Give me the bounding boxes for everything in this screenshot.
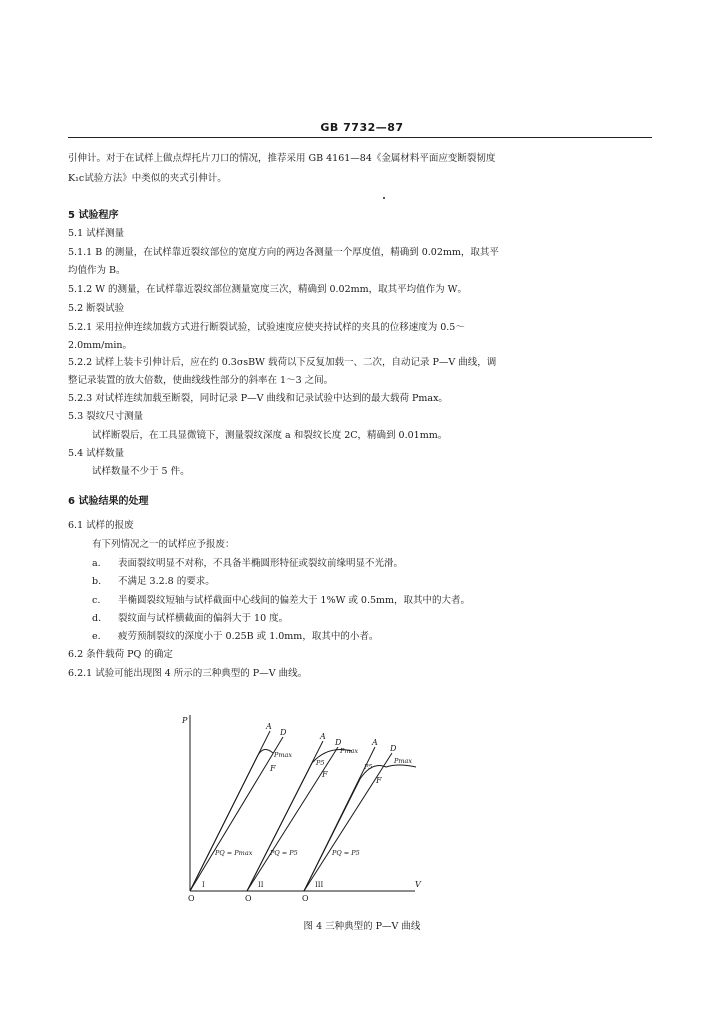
list-item-d: 裂纹面与试样横截面的偏斜大于 10 度。	[118, 613, 289, 624]
clause-5-2-1-line-1: 5.2.1 采用拉伸连续加载方式进行断裂试验，试验速度应使夹持试样的夹具的位移速度为 0.5～	[68, 322, 465, 333]
clause-5-1-1-line-2: 均值作为 B。	[68, 265, 126, 276]
curve-2-label-f: F	[322, 770, 328, 779]
clause-5-1: 5.1 试样测量	[68, 228, 125, 239]
origin-label-3: O	[302, 894, 309, 903]
list-item-e-mark: e.	[92, 631, 101, 642]
clause-6-1: 6.1 试样的报废	[68, 520, 134, 531]
list-item-d-mark: d.	[92, 613, 102, 624]
figure-4-pv-curves	[170, 705, 430, 905]
clause-5-4-body: 试样数量不少于 5 件。	[92, 466, 190, 477]
list-item-c: 半椭圆裂纹短轴与试样截面中心线间的偏差大于 1%W 或 0.5mm，取其中的大者。	[118, 595, 471, 606]
curve-1-label-a: A	[266, 722, 272, 731]
list-item-e: 疲劳预制裂纹的深度小于 0.25B 或 1.0mm，取其中的小者。	[118, 631, 379, 642]
curve-1-label-d: D	[280, 728, 287, 737]
clause-5-4: 5.4 试样数量	[68, 448, 125, 459]
list-item-c-mark: c.	[92, 595, 101, 606]
curve-3-equation: PQ = P5	[332, 849, 360, 857]
list-item-a-mark: a.	[92, 558, 101, 569]
curve-2-equation: PQ = P5	[270, 849, 298, 857]
curve-2-roman: II	[258, 881, 264, 889]
curve-3-line-d	[304, 753, 392, 891]
curve-2-label-d: D	[335, 738, 342, 747]
body-line-2: K₁c试验方法》中类似的夹式引伸计。	[68, 173, 227, 184]
curve-3-label-a: A	[372, 738, 378, 747]
curve-1-equation: PQ = Pmax	[215, 849, 253, 857]
clause-5-2: 5.2 断裂试验	[68, 303, 125, 314]
curve-1-label-f: F	[270, 764, 276, 773]
origin-label-1: O	[188, 894, 195, 903]
x-axis-label: V	[415, 880, 421, 889]
body-line-1: 引伸计。对于在试样上做点焊托片刀口的情况，推荐采用 GB 4161—84《金属材料平面应变断裂韧度	[68, 153, 496, 164]
clause-5-2-2-line-1: 5.2.2 试样上装卡引伸计后，应在约 0.3σsBW 载荷以下反复加载一、二次，自动记录 P—V 曲线，调	[68, 357, 497, 368]
clause-5-2-3: 5.2.3 对试样连续加载至断裂，同时记录 P—V 曲线和记录试验中达到的最大载荷 Pmax。	[68, 393, 448, 404]
scan-speck	[383, 197, 385, 199]
y-axis-label: P	[182, 716, 188, 725]
clause-5-2-1-line-2: 2.0mm/min。	[68, 340, 132, 351]
list-item-a: 表面裂纹明显不对称，不具备半椭圆形特征或裂纹前缘明显不光滑。	[118, 558, 404, 569]
curve-2-label-p5: P5	[316, 759, 325, 767]
clause-5-3: 5.3 裂纹尺寸测量	[68, 411, 144, 422]
section-6-title: 6 试验结果的处理	[68, 496, 149, 507]
curve-2-label-pmax: Pmax	[340, 747, 359, 755]
curve-3-label-p5: P5	[364, 763, 373, 771]
curve-1-label-pmax: Pmax	[274, 751, 293, 759]
figure-4-caption: 图 4 三种典型的 P—V 曲线	[303, 921, 421, 932]
curve-1-line-d	[190, 737, 283, 891]
curve-3-roman: III	[315, 881, 324, 889]
header-rule	[68, 137, 652, 138]
curve-3-label-pmax: Pmax	[394, 757, 413, 765]
clause-6-2: 6.2 条件载荷 PQ 的确定	[68, 649, 173, 660]
curve-1-roman: I	[202, 881, 205, 889]
curve-3-label-f: F	[376, 776, 382, 785]
section-5-title: 5 试验程序	[68, 210, 119, 221]
clause-6-1-intro: 有下列情况之一的试样应予报废：	[92, 539, 235, 550]
clause-5-1-1-line-1: 5.1.1 B 的测量，在试样靠近裂纹部位的宽度方向的两边各测量一个厚度值，精确到 0.02mm，取其平	[68, 247, 499, 258]
list-item-b: 不满足 3.2.8 的要求。	[118, 576, 215, 587]
curve-3-load-curve	[304, 765, 416, 891]
list-item-b-mark: b.	[92, 576, 102, 587]
clause-6-2-1: 6.2.1 试验可能出现图 4 所示的三种典型的 P—V 曲线。	[68, 668, 308, 679]
standard-code-header: GB 7732—87	[320, 121, 404, 134]
clause-5-3-body: 试样断裂后，在工具显微镜下，测量裂纹深度 a 和裂纹长度 2C，精确到 0.01mm。	[92, 430, 448, 441]
clause-5-1-2: 5.1.2 W 的测量，在试样靠近裂纹部位测量宽度三次，精确到 0.02mm，取其平均值作为 W。	[68, 284, 467, 295]
origin-label-2: O	[245, 894, 252, 903]
clause-5-2-2-line-2: 整记录装置的放大倍数，使曲线线性部分的斜率在 1～3 之间。	[68, 375, 334, 386]
curve-2-label-a: A	[320, 732, 326, 741]
curve-2-line-d	[247, 747, 338, 891]
curve-3-label-d: D	[390, 744, 397, 753]
